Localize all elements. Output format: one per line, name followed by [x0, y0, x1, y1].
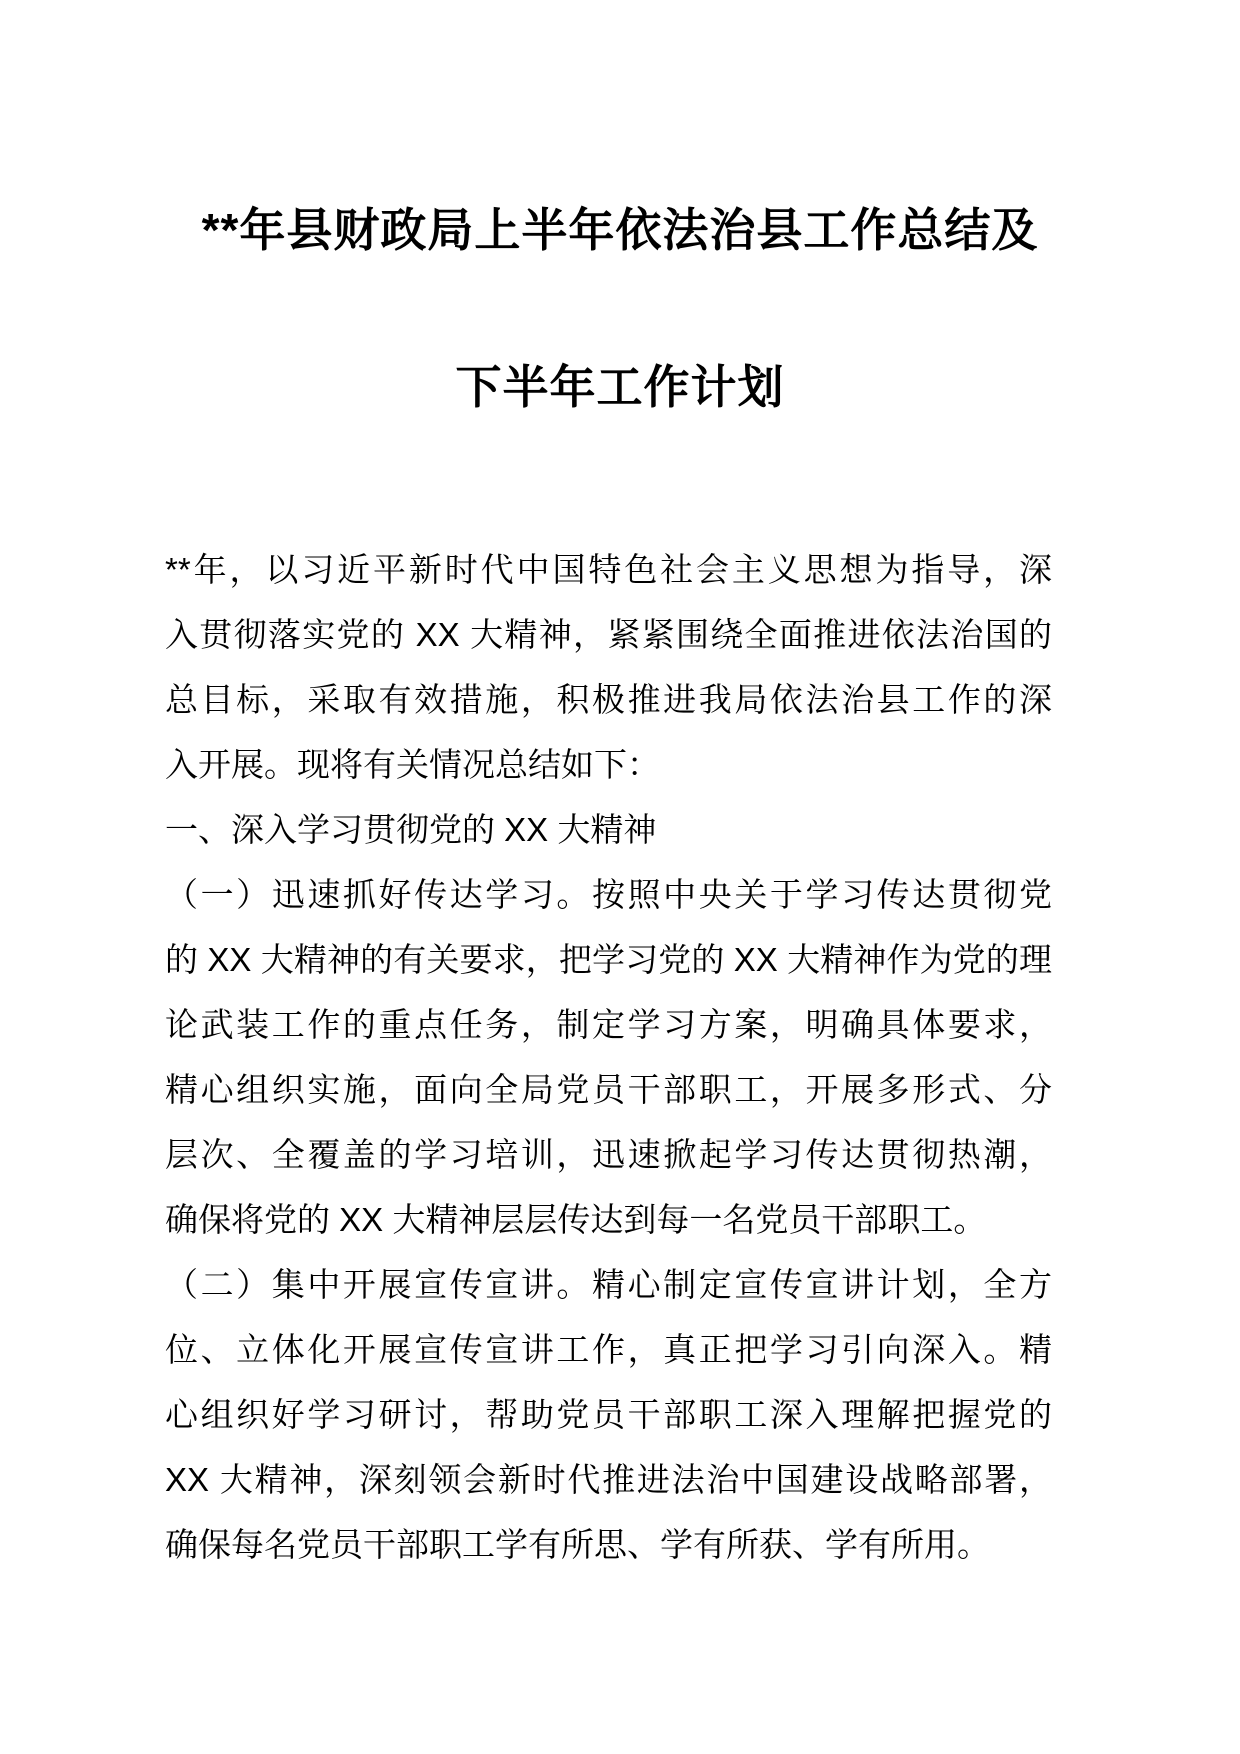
text-line: 入开展。现将有关情况总结如下： — [165, 746, 660, 783]
text-line: 精心组织实施，面向全局党员干部职工，开展多形式、分 — [165, 1071, 1052, 1108]
text-line: 确保将党的 XX 大精神层层传达到每一名党员干部职工。 — [165, 1201, 987, 1238]
text-line: 论武装工作的重点任务，制定学习方案，明确具体要求， — [165, 1006, 1052, 1043]
text-line: 心组织好学习研讨，帮助党员干部职工深入理解把握党的 — [165, 1396, 1052, 1433]
text-line: 确保每名党员干部职工学有所思、学有所获、学有所用。 — [165, 1526, 990, 1563]
text-line: **年，以习近平新时代中国特色社会主义思想为指导，深 — [165, 551, 1052, 588]
text-line: 入贯彻落实党的 XX 大精神，紧紧围绕全面推进依法治国的 — [165, 616, 1052, 653]
text-line: 位、立体化开展宣传宣讲工作，真正把学习引向深入。精 — [165, 1331, 1052, 1368]
text-line: 层次、全覆盖的学习培训，迅速掀起学习传达贯彻热潮， — [165, 1136, 1052, 1173]
text-line: 的 XX 大精神的有关要求，把学习党的 XX 大精神作为党的理 — [165, 941, 1052, 978]
document-title-line-2: 下半年工作计划 — [455, 361, 785, 413]
text-line: （二）集中开展宣传宣讲。精心制定宣传宣讲计划，全方 — [165, 1266, 1052, 1303]
document-title-line-1: **年县财政局上半年依法治县工作总结及 — [201, 204, 1039, 256]
section-heading-line: 一、深入学习贯彻党的 XX 大精神 — [165, 811, 657, 848]
text-line: （一）迅速抓好传达学习。按照中央关于学习传达贯彻党 — [165, 876, 1052, 913]
document-body — [165, 537, 1052, 1577]
text-line: XX 大精神，深刻领会新时代推进法治中国建设战略部署， — [165, 1461, 1052, 1498]
text-line: 总目标，采取有效措施，积极推进我局依法治县工作的深 — [165, 681, 1052, 718]
